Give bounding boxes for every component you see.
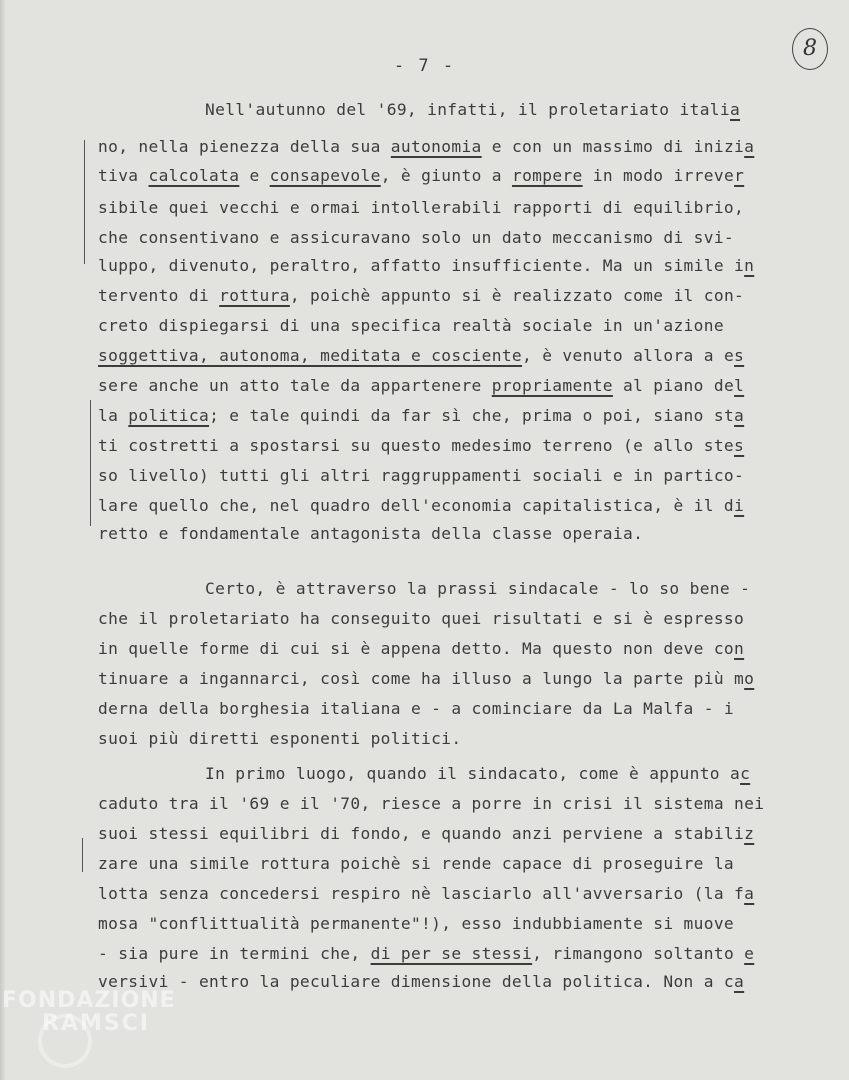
line-text: lotta senza concedersi respiro nè lasciarlo all'avversario (la f bbox=[98, 884, 745, 903]
text-line bbox=[98, 609, 744, 628]
underlined-text: s bbox=[734, 436, 745, 455]
text-line bbox=[98, 346, 744, 365]
line-text: e con un massimo di inizi bbox=[481, 137, 745, 156]
underlined-text: a bbox=[744, 137, 755, 156]
underlined-text: a bbox=[734, 972, 745, 991]
underlined-text: r bbox=[734, 166, 745, 185]
line-text: versivi - entro la peculiare dimensione della politica. Non a c bbox=[98, 972, 735, 991]
line-text: zare una simile rottura poichè si rende capace di proseguire la bbox=[98, 854, 735, 873]
line-text: - sia pure in termini che, bbox=[98, 944, 371, 963]
watermark bbox=[2, 988, 176, 1036]
line-text: luppo, divenuto, peraltro, affatto insufficiente. Ma un simile i bbox=[98, 256, 745, 275]
underlined-text: soggettiva, autonoma, meditata e cosciente bbox=[98, 346, 523, 365]
text-line bbox=[98, 884, 754, 903]
line-text: che il proletariato ha conseguito quei risultati e si è espresso bbox=[98, 609, 745, 628]
margin-bracket-2 bbox=[90, 400, 91, 526]
underlined-text: rompere bbox=[511, 166, 583, 185]
text-line bbox=[98, 639, 744, 658]
underlined-text: politica bbox=[128, 406, 210, 425]
line-text: ; e tale quindi da far sì che, prima o poi, siano st bbox=[209, 406, 735, 425]
text-line bbox=[98, 699, 734, 718]
text-line bbox=[98, 166, 744, 185]
underlined-text: a bbox=[734, 406, 745, 425]
text-line bbox=[98, 972, 744, 991]
text-line bbox=[205, 100, 740, 119]
line-text: Certo, è attraverso la prassi sindacale - lo so bene - bbox=[205, 579, 751, 598]
line-text: che consentivano e assicuravano solo un dato meccanismo di svi- bbox=[98, 228, 735, 247]
underlined-text: n bbox=[744, 256, 755, 275]
underlined-text: o bbox=[744, 669, 755, 688]
line-text: no, nella pienezza della sua bbox=[98, 137, 391, 156]
underlined-text: e bbox=[744, 944, 755, 963]
text-line bbox=[98, 794, 764, 813]
text-line bbox=[98, 729, 461, 748]
text-line bbox=[98, 669, 754, 688]
text-line bbox=[98, 198, 744, 217]
underlined-text: s bbox=[734, 346, 745, 365]
underlined-text: a bbox=[729, 100, 741, 119]
line-text: derna della borghesia italiana e - a cominciare da La Malfa - i bbox=[98, 699, 735, 718]
line-text: suoi più diretti esponenti politici. bbox=[98, 729, 462, 748]
line-text: , rimangono soltanto bbox=[532, 944, 745, 963]
line-text: In primo luogo, quando il sindacato, come è appunto a bbox=[205, 764, 741, 783]
text-line bbox=[98, 496, 744, 515]
text-line bbox=[98, 914, 734, 933]
line-text: la bbox=[98, 406, 129, 425]
line-text: creto dispiegarsi di una specifica realtà sociale in un'azione bbox=[98, 316, 724, 335]
underlined-text: rottura bbox=[219, 286, 290, 305]
line-text: Nell'autunno del '69, infatti, il proletariato itali bbox=[205, 100, 730, 119]
line-text: lare quello che, nel quadro dell'economia capitalistica, è il d bbox=[98, 496, 735, 515]
margin-bracket-1 bbox=[84, 140, 85, 264]
line-text: al piano de bbox=[612, 376, 735, 395]
line-text: suoi stessi equilibri di fondo, e quando anzi perviene a stabili bbox=[98, 824, 745, 843]
underlined-text: propriamente bbox=[491, 376, 613, 395]
text-line bbox=[98, 137, 754, 156]
underlined-text: autonomia bbox=[390, 137, 482, 156]
margin-bracket-3 bbox=[82, 838, 83, 872]
text-line bbox=[98, 316, 724, 335]
line-text: in quelle forme di cui si è appena detto. Ma questo non deve co bbox=[98, 639, 735, 658]
line-text: , è giunto a bbox=[380, 166, 512, 185]
line-text: , è venuto allora a e bbox=[522, 346, 735, 365]
line-text: sere anche un atto tale da appartenere bbox=[98, 376, 492, 395]
underlined-text: n bbox=[734, 639, 745, 658]
text-line bbox=[98, 466, 744, 485]
watermark-line-1: FONDAZIONE bbox=[2, 988, 176, 1013]
underlined-text: a bbox=[744, 884, 755, 903]
line-text: in modo irreve bbox=[582, 166, 735, 185]
line-text: mosa "conflittualità permanente"!), esso indubbiamente si muove bbox=[98, 914, 735, 933]
text-line bbox=[98, 436, 744, 455]
text-line bbox=[98, 286, 744, 305]
line-text: tiva bbox=[98, 166, 149, 185]
line-text: tinuare a ingannarci, così come ha illuso a lungo la parte più m bbox=[98, 669, 745, 688]
text-line bbox=[98, 944, 754, 963]
line-text: e bbox=[239, 166, 270, 185]
underlined-text: di per se stessi bbox=[370, 944, 533, 963]
text-line bbox=[205, 764, 750, 783]
underlined-text: calcolata bbox=[148, 166, 240, 185]
text-line bbox=[205, 579, 750, 598]
line-text: ti costretti a spostarsi su questo medesimo terreno (e allo ste bbox=[98, 436, 735, 455]
line-text: tervento di bbox=[98, 286, 220, 305]
text-line bbox=[98, 824, 754, 843]
line-text: , poichè appunto si è realizzato come il con- bbox=[289, 286, 745, 305]
underlined-text: l bbox=[734, 376, 745, 395]
text-line bbox=[98, 228, 734, 247]
underlined-text: c bbox=[740, 764, 751, 783]
text-line bbox=[98, 256, 754, 275]
page-number: - 7 - bbox=[393, 56, 456, 76]
underlined-text: z bbox=[744, 824, 755, 843]
underlined-text: consapevole bbox=[269, 166, 381, 185]
text-line bbox=[98, 406, 744, 425]
line-text: sibile quei vecchi e ormai intollerabili rapporti di equilibrio, bbox=[98, 198, 745, 217]
watermark-line-2: RAMSCI bbox=[42, 1011, 151, 1036]
circled-page-number: 8 bbox=[792, 28, 828, 70]
text-line bbox=[98, 376, 744, 395]
underlined-text: i bbox=[734, 496, 745, 515]
line-text: so livello) tutti gli altri raggruppamenti sociali e in partico- bbox=[98, 466, 745, 485]
page-edge-shadow bbox=[0, 0, 6, 1080]
line-text: caduto tra il '69 e il '70, riesce a porre in crisi il sistema nei bbox=[98, 794, 765, 813]
line-text: retto e fondamentale antagonista della classe operaia. bbox=[98, 524, 644, 543]
text-line bbox=[98, 524, 643, 543]
text-line bbox=[98, 854, 734, 873]
